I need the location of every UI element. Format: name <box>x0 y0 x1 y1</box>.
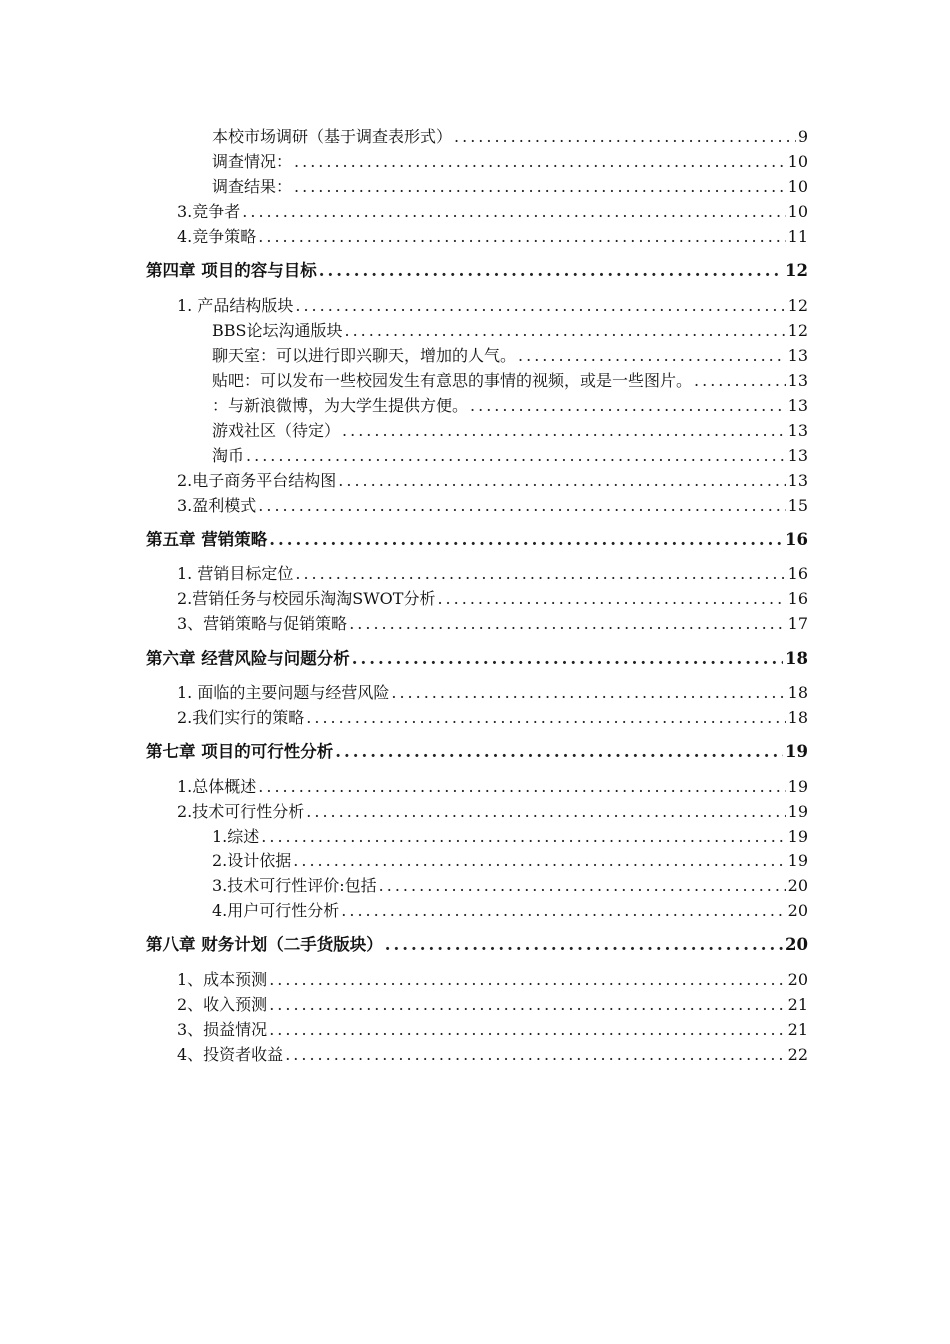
dot-leader <box>269 1019 785 1041</box>
toc-page-number: 11 <box>787 227 808 246</box>
toc-entry-label: 3.竞争者 <box>177 202 241 221</box>
toc-entry <box>212 151 808 173</box>
toc-entry-label: 1.总体概述 <box>177 777 257 796</box>
toc-entry <box>212 176 808 198</box>
toc-entry <box>212 320 808 342</box>
toc-page-number: 12 <box>787 321 808 340</box>
dot-leader <box>294 176 786 198</box>
toc-page-number: 13 <box>787 346 808 365</box>
dot-leader <box>352 648 783 670</box>
toc-entry <box>212 850 808 872</box>
toc-chapter-label: 第七章 项目的可行性分析 <box>146 742 334 761</box>
toc-entry-label: 调查结果： <box>212 177 293 196</box>
toc-entry-label: 1.综述 <box>212 827 260 846</box>
toc-entry-label: 3.技术可行性评价:包括 <box>212 876 377 895</box>
toc-entry <box>177 801 808 823</box>
toc-page-number: 18 <box>787 708 808 727</box>
toc-chapter <box>146 529 808 551</box>
toc-entry-label: 2、收入预测 <box>177 995 268 1014</box>
toc-entry-label: 游戏社区（待定） <box>212 421 341 440</box>
dot-leader <box>379 875 786 897</box>
toc-page-number: 10 <box>787 177 808 196</box>
dot-leader <box>285 1044 785 1066</box>
dot-leader <box>295 295 785 317</box>
dot-leader <box>470 395 786 417</box>
toc-page-number: 20 <box>787 970 808 989</box>
dot-leader <box>242 201 785 223</box>
toc-entry <box>177 201 808 223</box>
toc-entry <box>177 563 808 585</box>
toc-entry-label: 调查情况： <box>212 152 293 171</box>
toc-page-number: 19 <box>787 827 808 846</box>
dot-leader <box>306 707 785 729</box>
toc-page-number: 12 <box>785 261 808 280</box>
dot-leader <box>454 126 796 148</box>
toc-page-number: 20 <box>787 876 808 895</box>
toc-entry <box>212 345 808 367</box>
toc-entry <box>177 295 808 317</box>
toc-chapter <box>146 741 808 763</box>
toc-page-number: 19 <box>787 851 808 870</box>
toc-entry-label: 聊天室：可以进行即兴聊天，增加的人气。 <box>212 346 517 365</box>
toc-chapter-label: 第四章 项目的容与目标 <box>146 261 317 280</box>
dot-leader <box>269 529 783 551</box>
toc-entry <box>177 682 808 704</box>
toc-page-number: 15 <box>787 496 808 515</box>
toc-page-number: 20 <box>785 935 808 954</box>
dot-leader <box>518 345 786 367</box>
toc-page-number: 10 <box>787 202 808 221</box>
toc-page-number: 16 <box>787 589 808 608</box>
toc-page-number: 13 <box>787 446 808 465</box>
dot-leader <box>306 801 785 823</box>
toc-page-number: 13 <box>787 421 808 440</box>
toc-entry <box>212 875 808 897</box>
toc-entry-label: 3.盈利模式 <box>177 496 257 515</box>
toc-entry-label: 1. 产品结构版块 <box>177 296 294 315</box>
toc-chapter <box>146 648 808 670</box>
dot-leader <box>294 151 786 173</box>
toc-entry-label: 1. 面临的主要问题与经营风险 <box>177 683 390 702</box>
toc-chapter <box>146 260 808 282</box>
toc-entry-label: 1. 营销目标定位 <box>177 564 294 583</box>
dot-leader <box>269 969 785 991</box>
toc-page-number: 10 <box>787 152 808 171</box>
toc-page-number: 16 <box>785 530 808 549</box>
toc-chapter-label: 第五章 营销策略 <box>146 530 268 549</box>
toc-page-number: 9 <box>797 127 808 146</box>
toc-page-number: 13 <box>787 371 808 390</box>
toc-entry <box>212 126 808 148</box>
toc-entry <box>177 776 808 798</box>
toc-page-number: 13 <box>787 471 808 490</box>
toc-entry-label: 2.营销任务与校园乐淘淘SWOT分析 <box>177 589 436 608</box>
dot-leader <box>258 776 785 798</box>
toc-entry-label: BBS论坛沟通版块 <box>212 321 343 340</box>
toc-entry-label: 2.设计依据 <box>212 851 292 870</box>
toc-entry-label: 淘币 <box>212 446 245 465</box>
dot-leader <box>269 994 785 1016</box>
toc-entry-label: 3、营销策略与促销策略 <box>177 614 348 633</box>
toc-entry-label: 贴吧：可以发布一些校园发生有意思的事情的视频，或是一些图片。 <box>212 371 693 390</box>
dot-leader <box>341 900 785 922</box>
dot-leader <box>258 226 785 248</box>
toc-page-number: 17 <box>787 614 808 633</box>
dot-leader <box>246 445 786 467</box>
toc-entry <box>177 994 808 1016</box>
toc-entry <box>212 370 808 392</box>
dot-leader <box>261 826 785 848</box>
toc-entry-label: 2.我们实行的策略 <box>177 708 305 727</box>
toc-page-number: 18 <box>787 683 808 702</box>
toc-page-number: 22 <box>787 1045 808 1064</box>
toc-page-number: 12 <box>787 296 808 315</box>
dot-leader <box>342 420 786 442</box>
toc-entry <box>177 1044 808 1066</box>
dot-leader <box>344 320 785 342</box>
toc-page-number: 21 <box>787 995 808 1014</box>
toc-entry <box>177 495 808 517</box>
toc-entry-label: 4.竞争策略 <box>177 227 257 246</box>
dot-leader <box>319 260 783 282</box>
dot-leader <box>385 934 783 956</box>
toc-entry-label: 4.用户可行性分析 <box>212 901 340 920</box>
dot-leader <box>293 850 785 872</box>
toc-chapter <box>146 934 808 956</box>
dot-leader <box>335 741 783 763</box>
toc-page-number: 20 <box>787 901 808 920</box>
toc-page-number: 19 <box>787 777 808 796</box>
dot-leader <box>349 613 785 635</box>
toc-entry <box>212 826 808 848</box>
toc-entry-label: 1、成本预测 <box>177 970 268 989</box>
toc-entry <box>212 900 808 922</box>
toc-chapter-label: 第八章 财务计划（二手货版块） <box>146 935 383 954</box>
toc-entry-label: 本校市场调研（基于调查表形式） <box>212 127 453 146</box>
toc-entry <box>177 969 808 991</box>
toc-entry <box>212 395 808 417</box>
toc-entry-label: 3、损益情况 <box>177 1020 268 1039</box>
toc-entry <box>177 226 808 248</box>
toc-entry-label: 2.电子商务平台结构图 <box>177 471 337 490</box>
toc-page-number: 18 <box>785 649 808 668</box>
dot-leader <box>258 495 785 517</box>
toc-page-number: 21 <box>787 1020 808 1039</box>
dot-leader <box>694 370 786 392</box>
toc-page-number: 19 <box>785 742 808 761</box>
toc-entry <box>177 707 808 729</box>
toc-entry-label: 2.技术可行性分析 <box>177 802 305 821</box>
dot-leader <box>338 470 785 492</box>
toc-entry <box>177 470 808 492</box>
toc-entry <box>177 1019 808 1041</box>
toc-entry <box>177 613 808 635</box>
dot-leader <box>437 588 785 610</box>
toc-entry <box>212 445 808 467</box>
toc-entry <box>177 588 808 610</box>
toc-entry-label: 4、投资者收益 <box>177 1045 284 1064</box>
dot-leader <box>391 682 785 704</box>
toc-entry-label: ：与新浪微博，为大学生提供方便。 <box>212 396 469 415</box>
toc-page-number: 13 <box>787 396 808 415</box>
toc-entry <box>212 420 808 442</box>
toc-page-number: 16 <box>787 564 808 583</box>
dot-leader <box>295 563 785 585</box>
toc-chapter-label: 第六章 经营风险与问题分析 <box>146 649 350 668</box>
toc-page-number: 19 <box>787 802 808 821</box>
